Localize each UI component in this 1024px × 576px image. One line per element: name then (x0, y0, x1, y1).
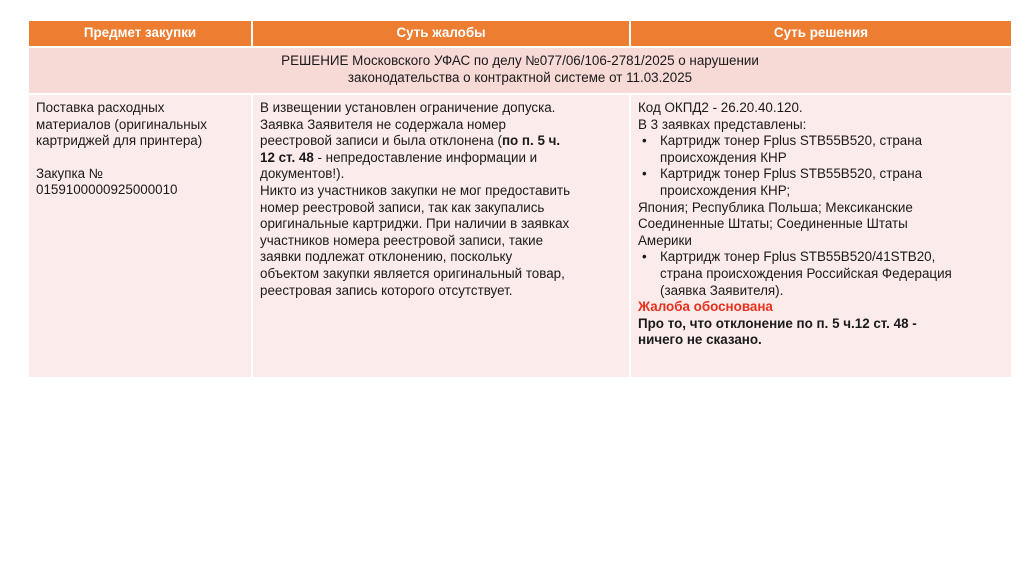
decision-note: ничего не сказано. (638, 332, 762, 348)
decision-table (27, 19, 1013, 379)
complaint-line: заявки подлежат отклонению, поскольку (260, 249, 513, 265)
bullet-list (638, 133, 1004, 199)
subject-line: Поставка расходных (36, 100, 165, 115)
title-row (28, 47, 1012, 94)
header-decision: Суть решения (630, 20, 1012, 47)
complaint-legal-ref: 12 ст. 48 (260, 149, 314, 165)
subject-line: картриджей для принтера) (36, 133, 203, 149)
okpd-code: Код ОКПД2 - 26.20.40.120. (638, 100, 803, 115)
header-row (28, 20, 1012, 47)
decision-title (28, 47, 1012, 94)
complaint-line: В извещении установлен ограничение допуска. (260, 100, 556, 115)
complaint-text: - непредоставление информации и (313, 149, 538, 165)
bullet-item: • Картридж тонер Fplus STB55B520, страна происхождения КНР; (660, 166, 1004, 199)
complaint-cell (252, 94, 630, 378)
bullet-item: • Картридж тонер Fplus STB55B520, страна происхождения КНР (660, 133, 1004, 166)
complaint-line: Никто из участников закупки не мог предоставить (260, 182, 571, 198)
countries-line: Соединенные Штаты; Соединенные Штаты (638, 216, 908, 232)
complaint-line: номер реестровой записи, так как закупались (260, 199, 545, 215)
complaint-line (260, 150, 622, 167)
decision-note: Про то, что отклонение по п. 5 ч.12 ст. 48 - (638, 315, 917, 331)
complaint-text: реестровой записи и была отклонена ( (260, 133, 502, 149)
complaint-legal-ref: по п. 5 ч. (501, 133, 561, 149)
decision-intro: В 3 заявках представлены: (638, 116, 807, 132)
decision-title-line-1: РЕШЕНИЕ Московского УФАС по делу №077/06/106-2781/2025 о нарушении (281, 53, 759, 69)
complaint-line: реестровая запись которого отсутствует. (260, 282, 513, 298)
subject-cell (28, 94, 252, 378)
subject-line: материалов (оригинальных (36, 116, 207, 132)
complaint-line: объектом закупки является оригинальный товар, (260, 265, 565, 281)
complaint-line (260, 133, 622, 150)
complaint-line: Заявка Заявителя не содержала номер (260, 116, 506, 132)
complaint-line: оригинальные картриджи. При наличии в заявках (260, 216, 570, 232)
header-subject: Предмет закупки (28, 20, 252, 47)
complaint-line: документов!). (260, 166, 345, 182)
bullet-item: • Картридж тонер Fplus STB55B520/41STB20, страна происхождения Российская Федерация (заявка Заявителя). (660, 249, 1004, 299)
purchase-label: Закупка № (36, 165, 104, 181)
decision-cell (630, 94, 1012, 378)
bullet-list (638, 249, 1004, 299)
verdict-text: Жалоба обоснована (638, 299, 773, 315)
purchase-number: 0159100000925000010 (36, 182, 178, 198)
countries-line: Америки (638, 232, 692, 248)
header-complaint: Суть жалобы (252, 20, 630, 47)
countries-line: Япония; Республика Польша; Мексиканские (638, 199, 913, 215)
decision-title-line-2: законодательства о контрактной системе от 11.03.2025 (347, 70, 693, 85)
content-row (28, 94, 1012, 378)
complaint-line: участников номера реестровой записи, такие (260, 232, 544, 248)
